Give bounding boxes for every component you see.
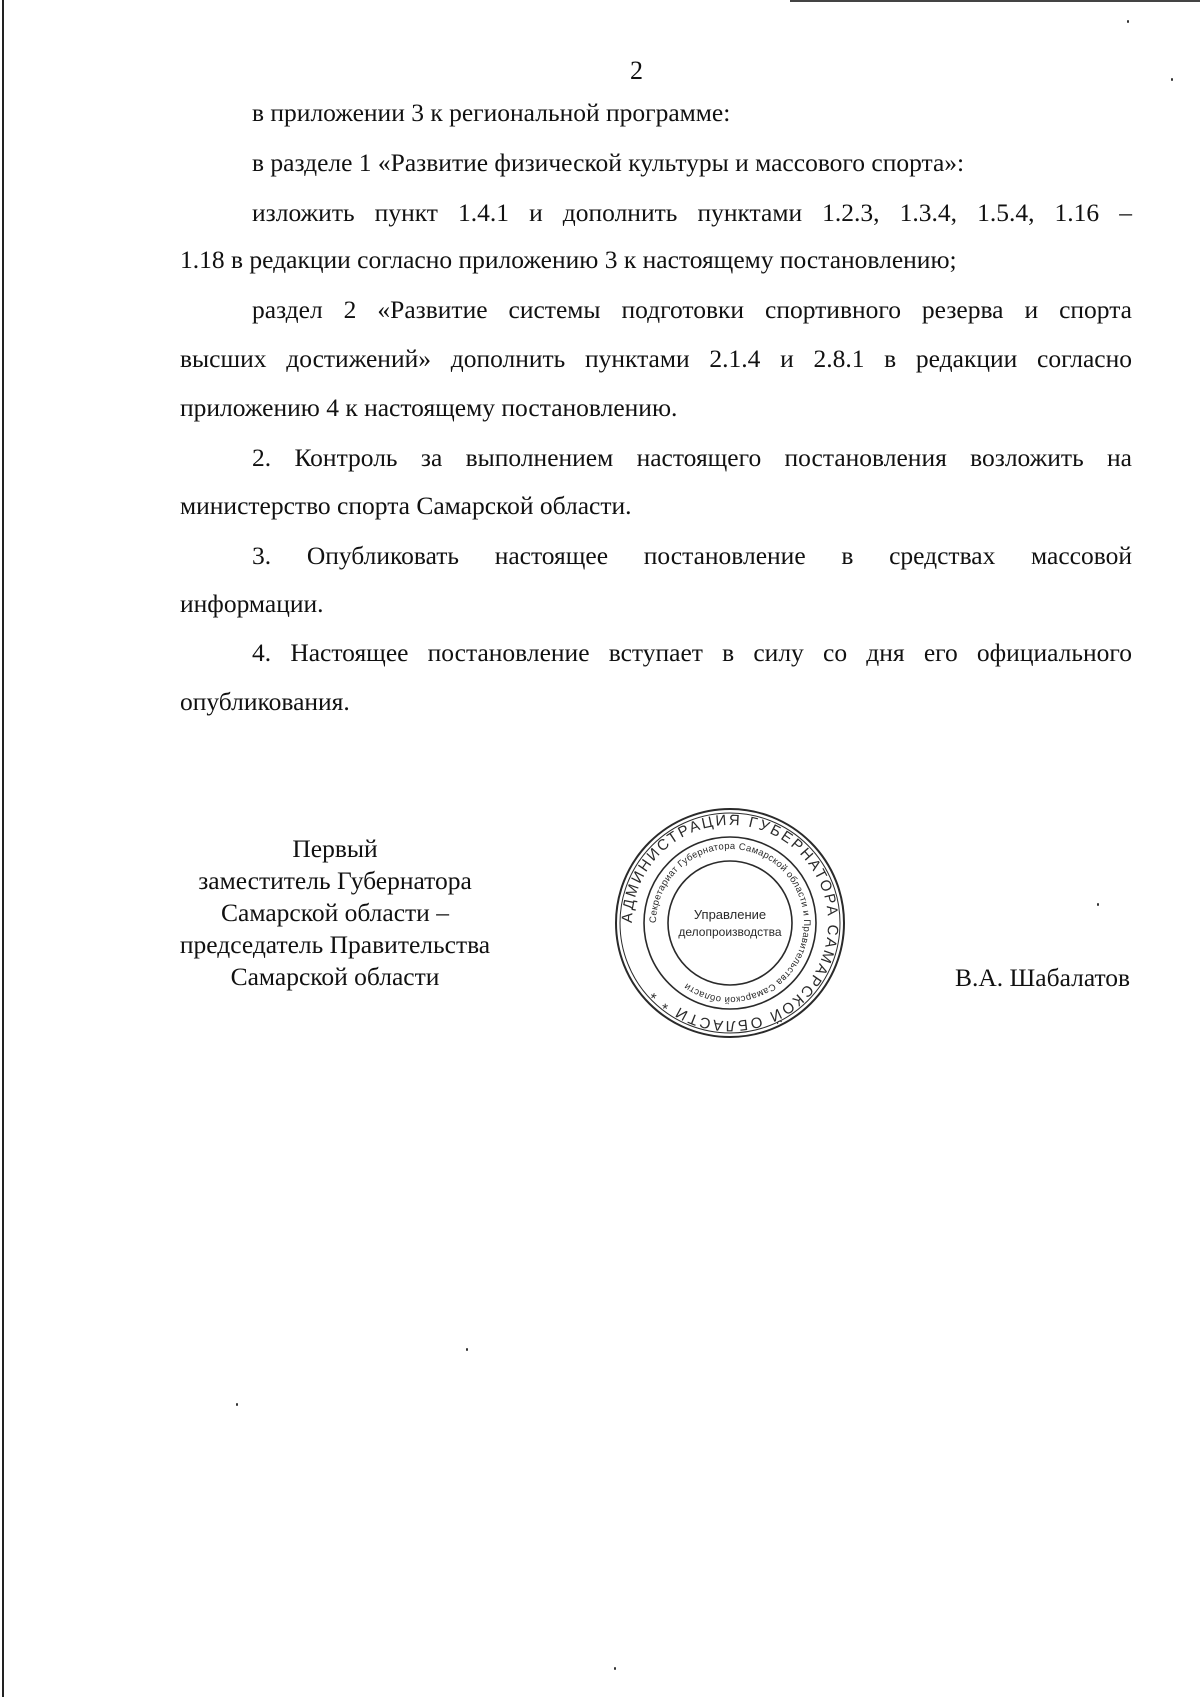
stamp-center-line: делопроизводства (678, 925, 782, 939)
paragraph-line: информации. (180, 589, 324, 618)
signatory-title-line: Самарской области (230, 962, 440, 991)
paragraph-line: приложению 4 к настоящему постановлению. (180, 393, 678, 422)
paragraph-line: 3. Опубликовать настоящее постановление в средствах массовой (252, 541, 1132, 570)
paragraph-line: 1.18 в редакции согласно приложению 3 к настоящему постановлению; (180, 245, 957, 274)
signatory-title (150, 833, 520, 993)
scan-left-edge (2, 0, 4, 1697)
official-stamp (612, 805, 848, 1041)
scan-top-edge (790, 0, 1200, 2)
stamp-inner-ring (668, 861, 792, 985)
paragraph-line: в разделе 1 «Развитие физической культуры и массового спорта»: (252, 148, 965, 177)
scan-speck (1097, 903, 1099, 906)
scan-speck (466, 1348, 468, 1351)
paragraph-line: изложить пункт 1.4.1 и дополнить пунктами 1.2.3, 1.3.4, 1.5.4, 1.16 – (252, 198, 1132, 227)
stamp-outer-text: АДМИНИСТРАЦИЯ ГУБЕРНАТОРА САМАРСКОЙ ОБЛАСТИ * * (618, 811, 842, 1035)
scan-speck (1171, 78, 1173, 81)
paragraph-line: 2. Контроль за выполнением настоящего постановления возложить на (252, 443, 1132, 472)
paragraph-line: министерство спорта Самарской области. (180, 491, 632, 520)
scan-speck (236, 1403, 238, 1406)
stamp-inner-ring-text: Секретариат Губернатора Самарской области и Правительства Самарской области (647, 840, 813, 1006)
signatory-title-line: председатель Правительства (179, 930, 491, 959)
stamp-middle-ring (644, 837, 816, 1009)
signatory-name: В.А. Шабалатов (955, 963, 1131, 992)
signatory-title-line: Самарской области – (221, 898, 449, 927)
stamp-center-line: Управление (693, 907, 767, 922)
paragraph-line: раздел 2 «Развитие системы подготовки спортивного резерва и спорта (252, 295, 1132, 324)
paragraph-line: в приложении 3 к региональной программе: (252, 98, 731, 127)
scan-speck (614, 1667, 616, 1670)
paragraph-line: 4. Настоящее постановление вступает в силу со дня его официального (252, 638, 1132, 667)
paragraph-line: опубликования. (180, 687, 350, 716)
signatory-title-line: заместитель Губернатора (198, 866, 472, 895)
paragraph-line: высших достижений» дополнить пунктами 2.1.4 и 2.8.1 в редакции согласно (180, 344, 1132, 373)
signatory-title-line: Первый (292, 834, 378, 863)
page-number: 2 (630, 56, 643, 85)
scan-speck (1127, 20, 1129, 23)
